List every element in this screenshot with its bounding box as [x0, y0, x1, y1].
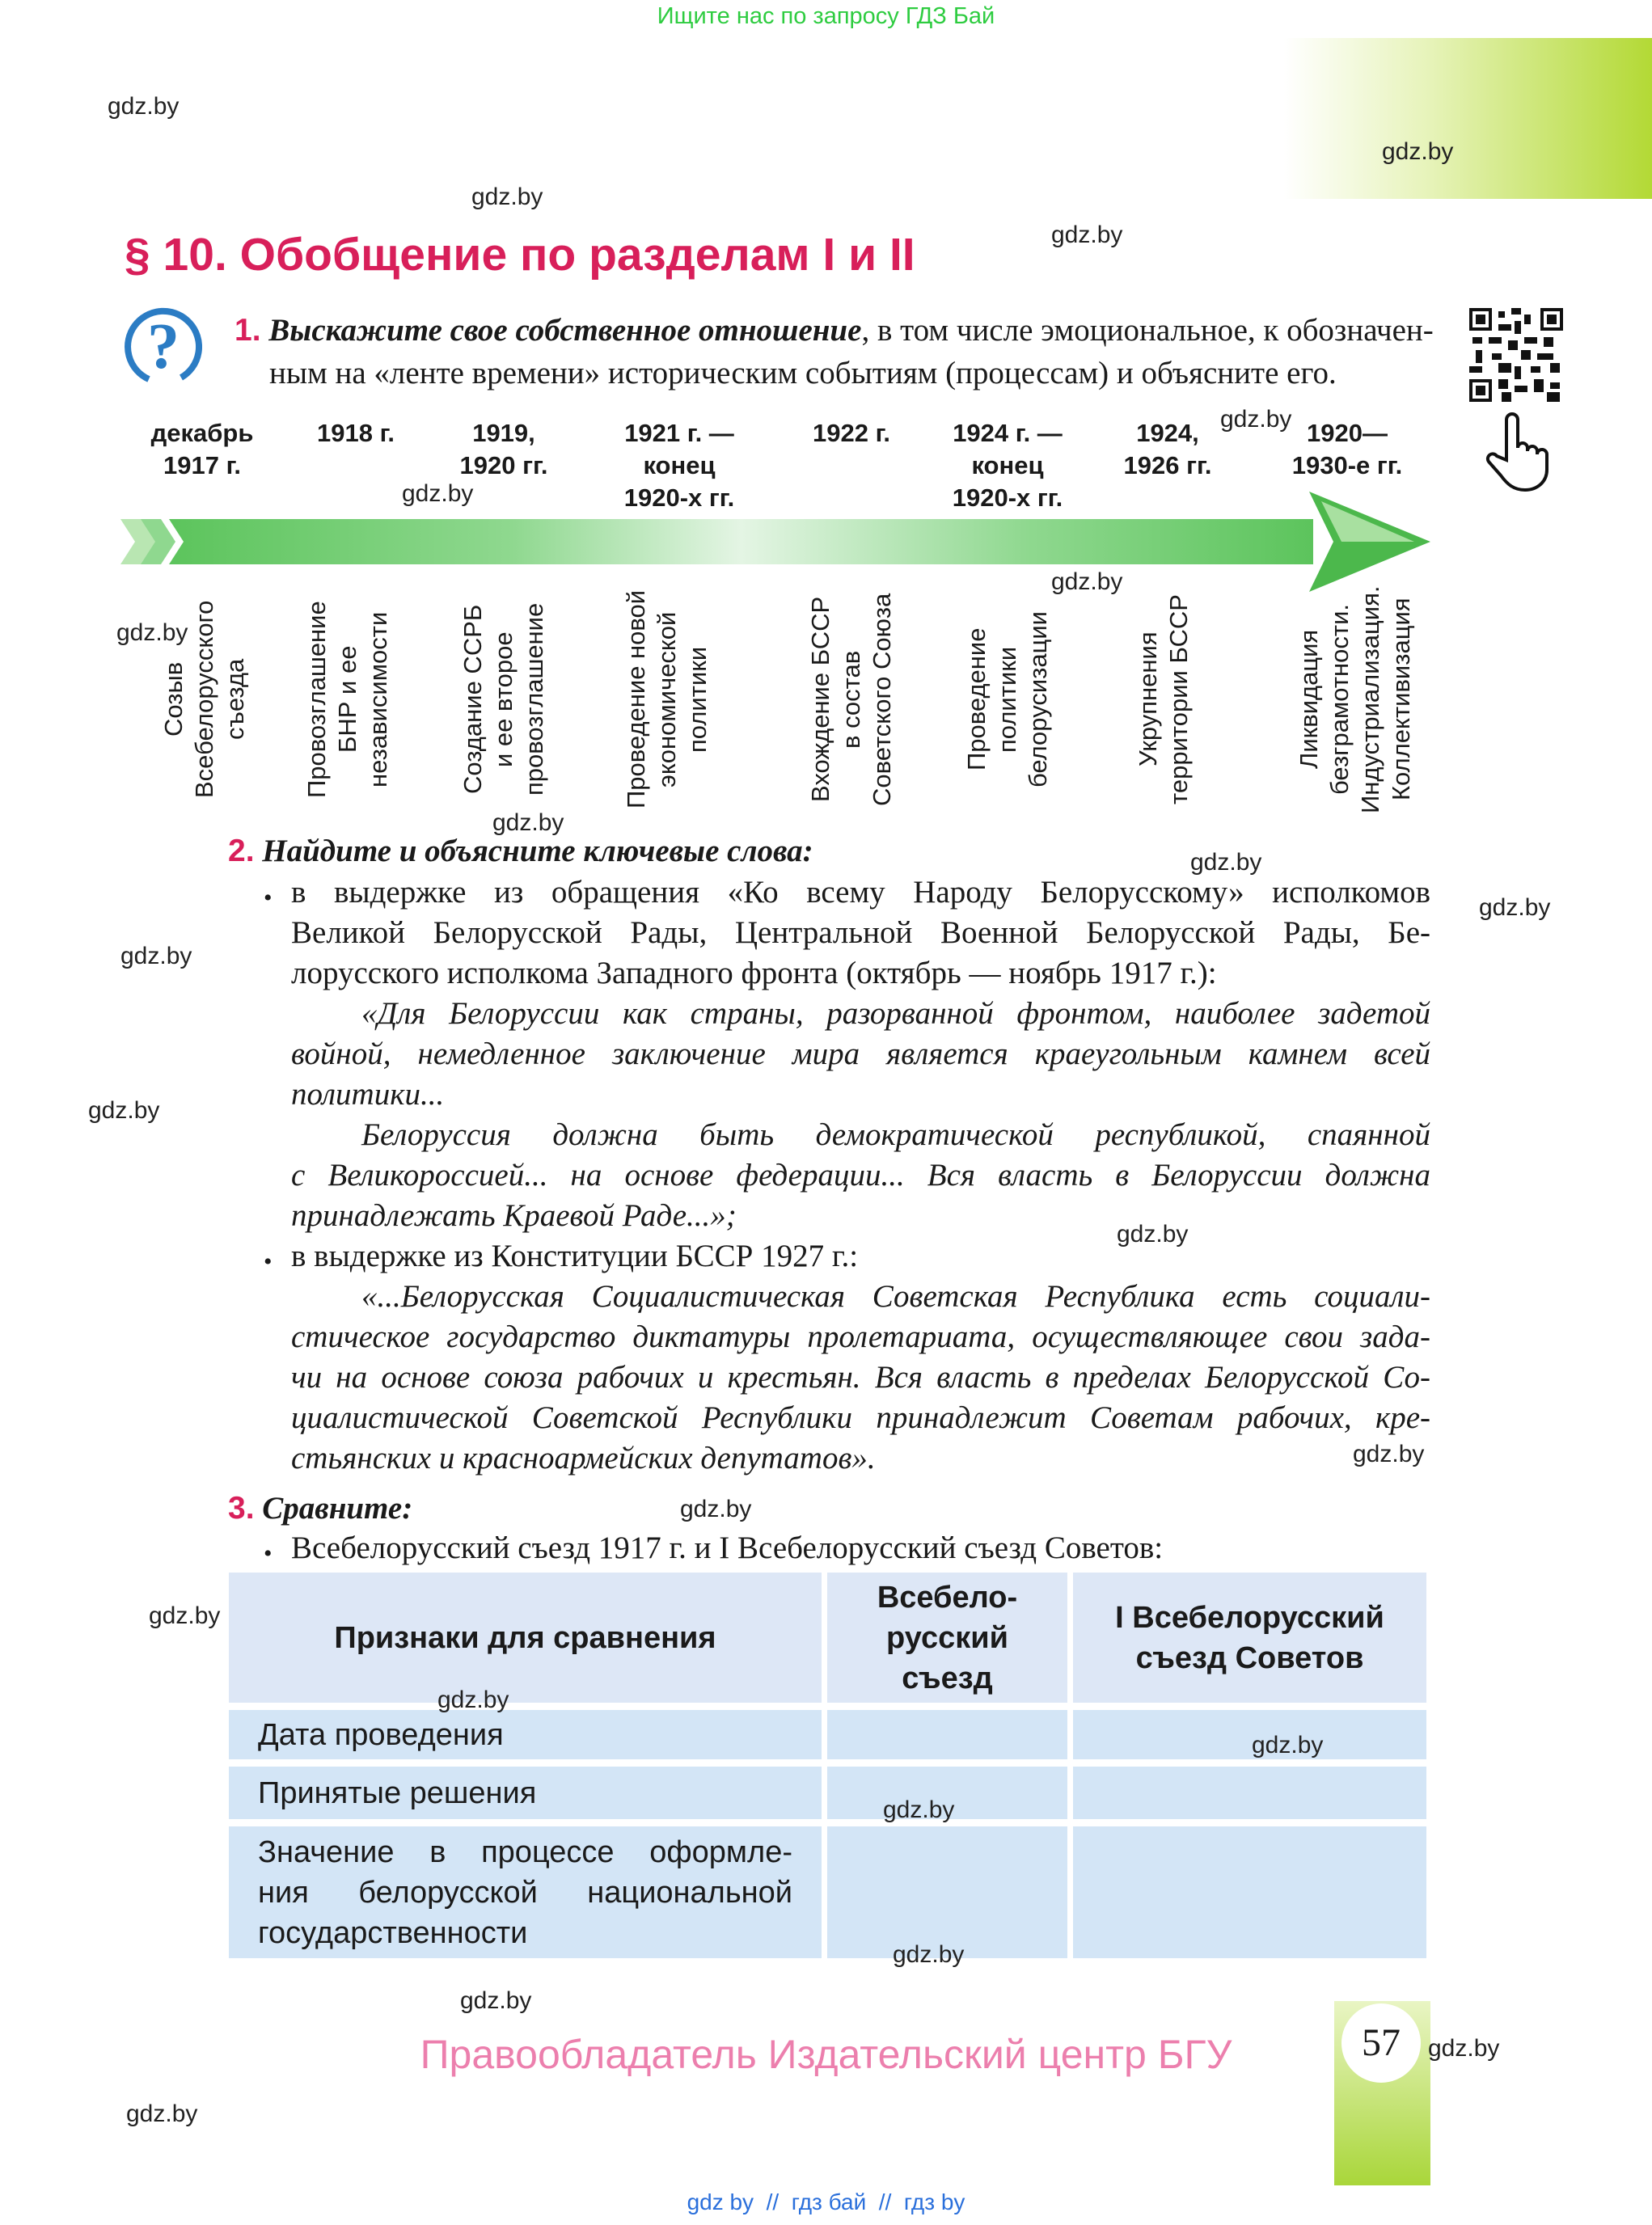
- timeline-date: 1922 г.: [813, 419, 890, 447]
- watermark: gdz.by: [126, 2100, 198, 2127]
- timeline-event: Ликвидация безграмотности. Индустриализация. Коллективизация: [1295, 585, 1415, 813]
- watermark: gdz.by: [492, 809, 564, 836]
- watermark: gdz.by: [1190, 849, 1262, 876]
- task3-bullet: Всебелорусский съезд 1917 г. и I Всебелорусский съезд Советов:: [291, 1530, 1164, 1565]
- task1-line1: [234, 310, 1434, 351]
- qr-code-icon[interactable]: [1468, 308, 1564, 402]
- watermark: gdz.by: [149, 1602, 221, 1629]
- task1-emphasis: Выскажите свое собственное отношение: [268, 313, 862, 348]
- table-header: Признаки для сравнения: [229, 1573, 822, 1703]
- timeline-date: 1918 г.: [317, 419, 395, 447]
- task-number: 1.: [234, 313, 261, 348]
- watermark: gdz.by: [88, 1097, 160, 1124]
- table-cell[interactable]: [1073, 1767, 1426, 1819]
- quote-line: принадлежать Краевой Раде...»;: [291, 1198, 737, 1233]
- watermark: gdz.by: [108, 93, 180, 120]
- copyright-footer: Правообладатель Издательский центр БГУ: [420, 2032, 1232, 2077]
- timeline-date: декабрь 1917 г.: [150, 419, 254, 479]
- quote-line: стическое государство диктатуры пролетариата, осуществляющее свои зада-: [291, 1319, 1430, 1354]
- timeline-event: Вхождение БССР в состав Советского Союза: [806, 593, 896, 806]
- text-line: Великой Белорусской Рады, Центральной Военной Белорусской Рады, Бе-: [291, 915, 1430, 950]
- watermark: gdz.by: [1353, 1441, 1425, 1467]
- watermark: gdz.by: [883, 1796, 955, 1823]
- text-line: в выдержке из Конституции БССР 1927 г.:: [291, 1239, 859, 1273]
- timeline-event: Провозглашение БНР и ее независимости: [302, 601, 392, 798]
- quote-line: «...Белорусская Социалистическая Советская Республика есть социали-: [361, 1279, 1430, 1314]
- watermark: gdz.by: [120, 943, 192, 969]
- watermark: gdz.by: [116, 619, 188, 646]
- table-cell[interactable]: [827, 1826, 1067, 1958]
- watermark: gdz.by: [1252, 1732, 1324, 1758]
- quote-line: чи на основе союза рабочих и крестьян. Вся власть в пределах Белорусской Со-: [291, 1360, 1430, 1395]
- page-title: § 10. Обобщение по разделам I и II: [125, 229, 915, 281]
- timeline-date: 1924, 1926 гг.: [1123, 419, 1212, 479]
- table-row-label: Значение в процессе оформле- ния белорусской национальной государственности: [229, 1826, 822, 1958]
- task1-line2: ным на «ленте времени» историческим событиям (процессам) и объясните его.: [269, 356, 1337, 391]
- text-line: лорусского исполкома Западного фронта (октябрь — ноябрь 1917 г.):: [291, 956, 1217, 990]
- task2-heading: 2. Найдите и объясните ключевые слова:: [228, 834, 813, 868]
- quote-line: «Для Белоруссии как страны, разорванной фронтом, наиболее задетой: [361, 996, 1430, 1031]
- watermark: gdz.by: [460, 1987, 532, 2014]
- watermark: gdz.by: [471, 184, 543, 210]
- task1-text: , в том числе эмоциональное, к обозначен-: [861, 313, 1434, 348]
- watermark: gdz.by: [402, 480, 474, 507]
- text-line: в выдержке из обращения «Ко всему Народу Белорусскому» исполкомов: [291, 875, 1430, 910]
- watermark: gdz.by: [437, 1687, 509, 1713]
- search-banner[interactable]: Ищите нас по запросу ГДЗ Бай: [657, 3, 995, 29]
- table-row-label: Принятые решения: [229, 1767, 822, 1819]
- quote-line: Белоруссия должна быть демократической республикой, спаянной: [361, 1117, 1430, 1152]
- task3-heading: 3. Сравните:: [228, 1491, 413, 1526]
- timeline-event: Укрупнения территории БССР: [1134, 594, 1193, 804]
- watermark: gdz.by: [1428, 2035, 1500, 2062]
- quote-line: политики...: [291, 1077, 445, 1112]
- timeline-date: 1920— 1930-е гг.: [1291, 419, 1403, 479]
- page-number: 57: [1341, 2003, 1421, 2083]
- table-header: Всебело- русский съезд: [827, 1573, 1067, 1703]
- table-cell[interactable]: [827, 1710, 1067, 1759]
- quote-line: циалистической Советской Республики принадлежит Советам рабочих, кре-: [291, 1400, 1430, 1435]
- watermark: gdz.by: [1117, 1221, 1189, 1248]
- watermark: gdz.by: [1051, 222, 1123, 248]
- hand-pointer-icon: [1476, 412, 1557, 492]
- timeline-event: Проведение новой экономической политики: [622, 589, 712, 809]
- timeline-date: 1919, 1920 гг.: [459, 419, 548, 479]
- watermark: gdz.by: [680, 1496, 752, 1522]
- watermark: gdz.by: [1382, 138, 1454, 165]
- timeline-event: Создание ССРБ и ее второе провозглашение: [458, 602, 548, 796]
- timeline-date: 1924 г. — конец 1920-х гг.: [952, 419, 1063, 512]
- timeline-arrow: [120, 485, 1434, 598]
- table-cell[interactable]: [1073, 1710, 1426, 1759]
- quote-line: с Великороссией... на основе федерации... Вся власть в Белоруссии должна: [291, 1158, 1430, 1193]
- table-row-label: Дата проведения: [229, 1710, 822, 1759]
- question-icon: [125, 305, 202, 384]
- timeline-event: Проведение политики белорусизации: [962, 611, 1052, 787]
- timeline-event: Созыв Всебелорусского съезда: [159, 600, 249, 799]
- table-header: I Всебелорусский съезд Советов: [1073, 1573, 1426, 1703]
- timeline-date: 1921 г. — конец 1920-х гг.: [623, 419, 735, 512]
- watermark: gdz.by: [893, 1941, 965, 1968]
- quote-line: стьянских и красноармейских депутатов».: [291, 1441, 876, 1476]
- watermark: gdz.by: [1051, 568, 1123, 595]
- bottom-links[interactable]: gdz by // гдз бай // гдз by: [687, 2189, 965, 2214]
- table-cell[interactable]: [1073, 1826, 1426, 1958]
- quote-line: войной, немедленное заключение мира является краеугольным камнем всей: [291, 1037, 1430, 1071]
- svg-text:?: ?: [147, 311, 180, 382]
- watermark: gdz.by: [1479, 894, 1551, 921]
- corner-decoration: [1284, 38, 1652, 199]
- watermark: gdz.by: [1220, 406, 1292, 433]
